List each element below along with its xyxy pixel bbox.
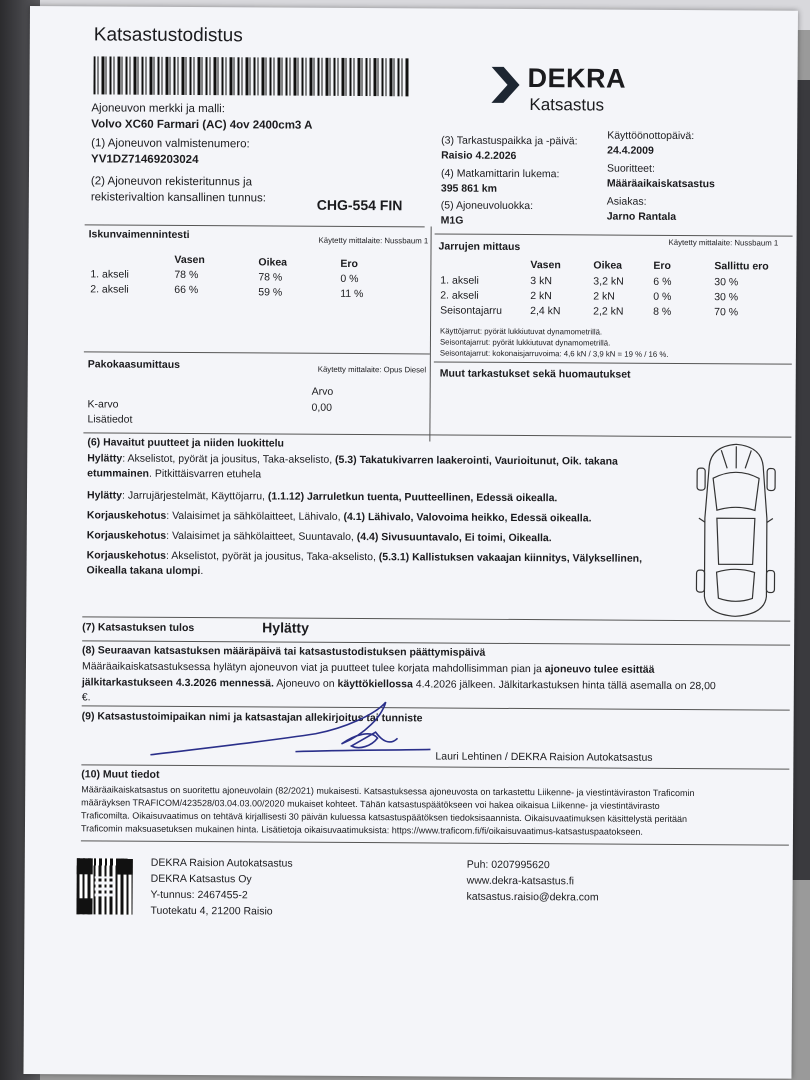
brakes-header-diff: Ero (653, 259, 671, 272)
brakes-row-label: 1. akseli (440, 274, 479, 287)
divider (435, 233, 793, 236)
defect-item (87, 509, 592, 524)
footer-address: Tuotekatu 4, 21200 Raisio (150, 904, 273, 918)
vin-value: YV1DZ71469203024 (91, 153, 199, 167)
shock-row-right: 78 % (258, 271, 283, 284)
shock-row-label: 1. akseli (90, 268, 129, 281)
defect-item (87, 489, 557, 504)
qr-code (76, 858, 132, 914)
divider (84, 351, 430, 354)
brakes-row-allowed: 30 % (714, 276, 739, 289)
deadline-text-bold: jälkitarkastukseen 4.3.2026 mennessä. (81, 676, 274, 690)
shock-header-left: Vasen (174, 253, 205, 267)
deadline-text-bold: ajoneuvo tulee esittää (544, 663, 655, 676)
brakes-row-diff: 8 % (653, 305, 672, 318)
divider (434, 361, 792, 364)
reg-label-1: (2) Ajoneuvon rekisteritunnus ja (90, 175, 253, 189)
defect-text: . Pitkittäisvarren etuhela (148, 467, 262, 481)
car-diagram-icon (690, 438, 781, 619)
footer-company: DEKRA Raision Autokatsastus (150, 856, 293, 870)
defect-class: Korjauskehotus (86, 509, 167, 522)
brakes-header-allowed: Sallittu ero (714, 260, 769, 273)
place-label: (3) Tarkastuspaikka ja -päivä: (441, 134, 578, 148)
deadline-line-1 (82, 660, 655, 675)
done-label: Suoritteet: (606, 162, 655, 175)
document-title: Katsastustodistus (93, 24, 243, 47)
deadline-line-2 (82, 676, 716, 692)
brakes-row-diff: 6 % (653, 275, 672, 288)
defect-detail: (4.4) Sivusuuntavalo, Ei toimi, Oikealla. (356, 531, 552, 545)
defect-item (87, 549, 642, 564)
shock-header-right: Oikea (258, 256, 288, 269)
certificate-paper (23, 6, 798, 1079)
defect-class: Korjauskehotus (86, 549, 167, 562)
defect-text: . (200, 565, 204, 578)
make-value: Volvo XC60 Farmari (AC) 4ov 2400cm3 A (91, 118, 313, 132)
deadline-text: Ajoneuvo on (273, 677, 338, 690)
reg-value: CHG-554 FIN (316, 196, 403, 214)
other-line: Määräaikaiskatsastus on suoritettu ajoneuvolain (82/2021) mukaisesti. Katsastuksessa ajoneuvosta on tarkastettu Liikenne- ja viestintäviraston Traficomin (81, 784, 695, 799)
other-checks-title: Muut tarkastukset sekä huomautukset (439, 367, 631, 381)
brakes-note: Käyttöjarrut: pyörät lukkiutuvat dynamometrillä. (439, 326, 603, 337)
shock-row-left: 78 % (174, 268, 199, 282)
divider (82, 616, 790, 621)
signature-title: (9) Katsastustoimipaikan nimi ja katsastajan allekirjoitus tai tunniste (81, 710, 423, 725)
brakes-device: Käytetty mittalaite: Nussbaum 1 (668, 237, 779, 248)
place-value: Raisio 4.2.2026 (441, 149, 517, 162)
footer-company: DEKRA Katsastus Oy (150, 872, 252, 886)
logo-sub: Katsastus (529, 95, 605, 115)
deadline-text: 4.4.2026 jälkeen. Jälkitarkastuksen hinta tällä asemalla on 28,00 (412, 678, 716, 693)
other-line: määräyksen TRAFICOM/423528/03.04.03.00/2020 mukaiset kohteet. Tähän katsastuspäätökseen voi hakea oikaisua Liikenne- ja viestintävirasto (81, 797, 660, 811)
barcode (93, 56, 408, 96)
defect-class: Hylätty (86, 489, 123, 502)
defect-class: Hylätty (87, 452, 123, 465)
odometer-value: 395 861 km (440, 182, 497, 195)
brakes-row-label: Seisontajarru (440, 304, 503, 317)
reg-label-2: rekisterivaltion kansallinen tunnus: (90, 191, 267, 205)
other-line: Traficomilta. Oikaisuvaatimus on tehtävä kirjallisesti 30 päivän kuluessa katsastuspäätöksen tiedoksisaannista. Oikaisuvaatimuksen käsittelystä peritään (81, 810, 688, 825)
brakes-row-right: 3,2 kN (593, 275, 624, 288)
shock-row-diff: 11 % (340, 287, 364, 301)
brakes-row-right: 2 kN (593, 290, 615, 303)
defect-detail: (4.1) Lähivalo, Valovoima heikko, Edessä oikealla. (343, 510, 592, 525)
signature-icon (145, 693, 435, 765)
brakes-row-left: 3 kN (530, 275, 552, 288)
make-label: Ajoneuvon merkki ja malli: (91, 102, 226, 116)
shock-row-label: 2. akseli (90, 283, 129, 296)
defect-detail: etummainen (87, 467, 150, 480)
defect-item (87, 452, 618, 467)
defect-detail: (1.1.12) Jarruletkun tuenta, Puutteellinen, Edessä oikealla. (267, 490, 558, 505)
shock-title: Iskunvaimennintesti (88, 228, 190, 241)
defect-text: : Akselistot, pyörät ja jousitus, Taka-akselisto, (122, 452, 336, 466)
shock-device: Käytetty mittalaite: Nussbaum 1 (318, 235, 429, 246)
brakes-header-left: Vasen (530, 259, 561, 272)
shock-row-right: 59 % (258, 286, 283, 299)
divider (81, 764, 789, 769)
deadline-text-bold: käyttökiellossa (337, 677, 413, 691)
brakes-row-left: 2,4 kN (530, 305, 561, 318)
defect-class: Korjauskehotus (86, 529, 167, 542)
defect-detail: (5.3.1) Kallistuksen vakaajan kiinnitys, Välyksellinen, (378, 551, 643, 565)
intro-date-value: 24.4.2009 (607, 144, 654, 157)
brakes-row-diff: 0 % (653, 290, 672, 303)
deadline-text: Määräaikaiskatsastuksessa hylätyn ajoneuvon viat ja puutteet tulee korjata mahdollisimman pian ja (81, 660, 545, 676)
extra-info-label: Lisätiedot (87, 413, 133, 426)
class-value: M1G (440, 214, 464, 227)
done-value: Määräaikaiskatsastus (606, 177, 715, 191)
defect-text: : Akselistot, pyörät ja jousitus, Taka-akselisto, (165, 549, 379, 564)
intro-date-label: Käyttöönottopäivä: (607, 129, 695, 143)
signature-name: Lauri Lehtinen / DEKRA Raision Autokatsastus (435, 750, 653, 764)
shock-header-diff: Ero (340, 257, 358, 271)
defect-detail: (5.3) Takatukivarren laakerointi, Vaurioitunut, Oik. takana (335, 453, 618, 468)
dekra-logo-icon (489, 65, 523, 105)
k-value: 0,00 (311, 401, 333, 414)
k-value-label: K-arvo (87, 398, 119, 411)
customer-value: Jarno Rantala (606, 210, 677, 223)
defects-title: (6) Havaitut puutteet ja niiden luokittelu (87, 436, 284, 450)
result-value: Hylätty (262, 619, 309, 636)
brakes-row-allowed: 70 % (714, 306, 739, 319)
odometer-label: (4) Matkamittarin lukema: (440, 167, 560, 181)
customer-label: Asiakas: (606, 195, 647, 208)
footer-email: katsastus.raisio@dekra.com (466, 890, 599, 904)
vin-label: (1) Ajoneuvon valmistenumero: (91, 137, 250, 151)
shock-row-left: 66 % (174, 283, 199, 297)
divider (429, 226, 431, 441)
brakes-row-left: 2 kN (530, 290, 552, 303)
logo-brand: DEKRA (527, 63, 627, 94)
defect-item-cont (87, 467, 261, 480)
defect-text: : Jarrujärjestelmät, Käyttöjarru, (121, 489, 268, 503)
deadline-line-3: €. (81, 691, 91, 704)
other-title: (10) Muut tiedot (81, 768, 160, 781)
deadline-title: (8) Seuraavan katsastuksen määräpäivä tai katsastustodistuksen päättymispäivä (82, 644, 486, 659)
defect-text: : Valaisimet ja sähkölaitteet, Lähivalo, (166, 509, 344, 523)
footer-website: www.dekra-katsastus.fi (466, 874, 575, 888)
result-label: (7) Katsastuksen tulos (82, 621, 195, 635)
class-label: (5) Ajoneuvoluokka: (440, 199, 534, 213)
brakes-note: Seisontajarrut: pyörät lukkiutuvat dynamometrillä. (439, 337, 611, 348)
divider (81, 840, 789, 845)
shock-row-diff: 0 % (340, 272, 359, 286)
defect-detail: Oikealla takana ulompi (86, 564, 201, 578)
divider (85, 224, 425, 227)
brakes-header-right: Oikea (593, 259, 623, 272)
brakes-row-right: 2,2 kN (593, 305, 624, 318)
brakes-row-label: 2. akseli (440, 289, 479, 302)
defect-item-cont (87, 564, 204, 577)
exhaust-device: Käytetty mittalaite: Opus Diesel (317, 364, 427, 375)
defect-text: : Valaisimet ja sähkölaitteet, Suuntavalo, (166, 529, 357, 544)
defect-item (87, 529, 552, 544)
exhaust-value-header: Arvo (311, 385, 334, 398)
brakes-title: Jarrujen mittaus (438, 240, 521, 253)
exhaust-title: Pakokaasumittaus (87, 358, 181, 371)
brakes-row-allowed: 30 % (714, 291, 739, 304)
footer-phone: Puh: 0207995620 (466, 858, 550, 872)
brakes-note: Seisontajarrut: kokonaisjarruvoima: 4,6 kN / 3,9 kN = 19 % / 16 %. (439, 348, 669, 359)
other-line: Traficomin maksuasetuksen mukainen hinta. Lisätietoja oikaisuvaatimuksista: https://www.traficom.fi/fi/oikaisuvaatimus-katsastuspaatokseen. (80, 823, 643, 837)
footer-business-id: Y-tunnus: 2467455-2 (150, 888, 248, 902)
